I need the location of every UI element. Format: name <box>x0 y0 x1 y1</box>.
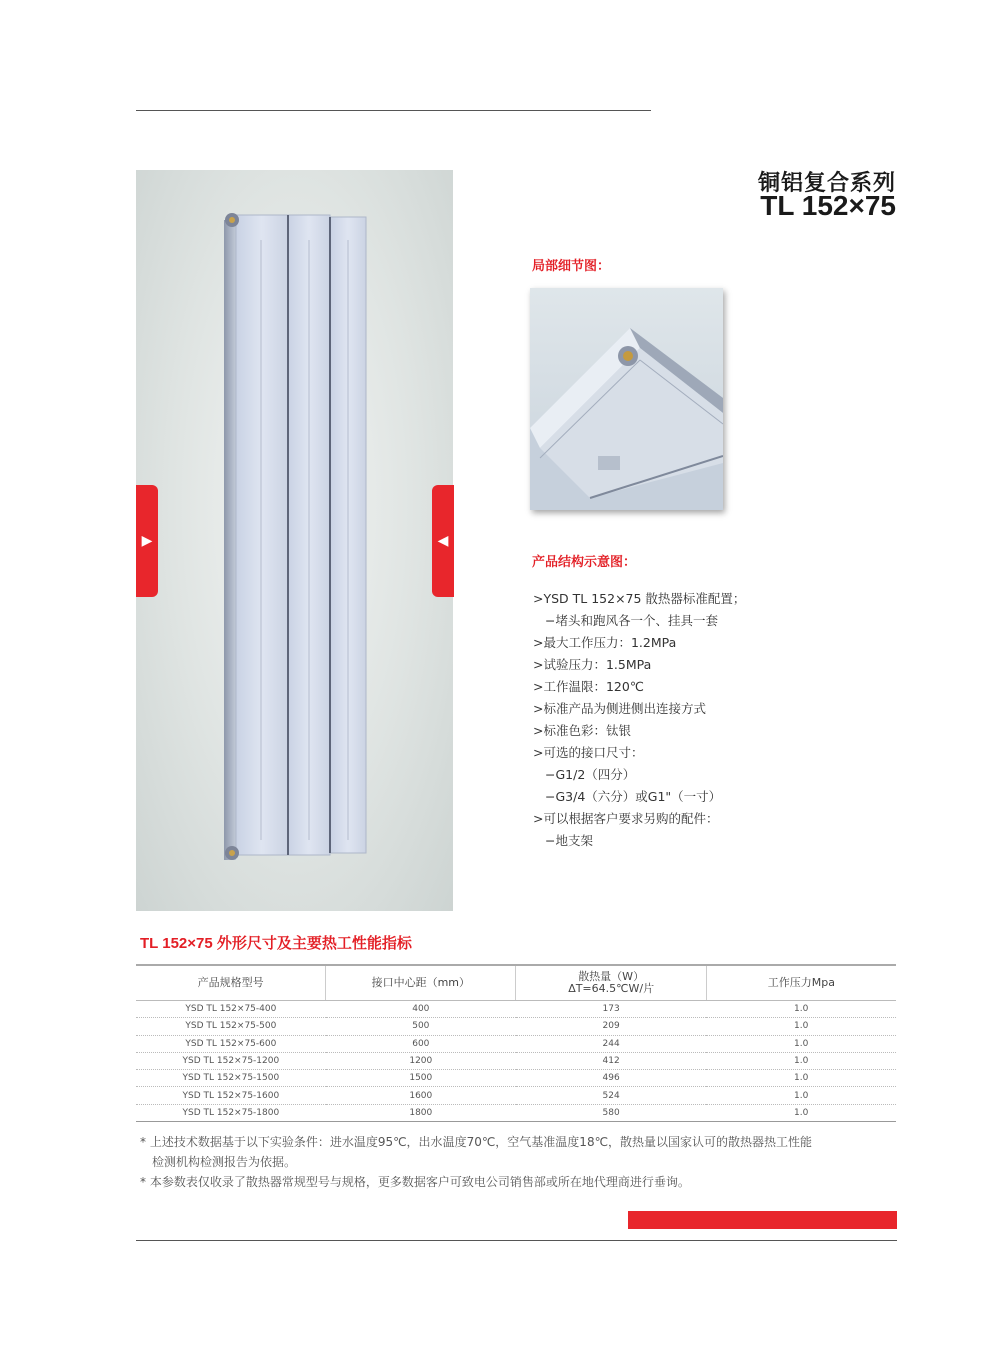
spec-item: >标准色彩：钛银 <box>533 723 631 738</box>
table-row <box>136 1104 896 1121</box>
table-row <box>136 1018 896 1035</box>
header-model: 产品规格型号 <box>136 965 326 1001</box>
prev-slide-button[interactable] <box>136 485 158 597</box>
top-divider <box>136 110 651 111</box>
spec-table <box>136 964 896 1122</box>
spec-item: >最大工作压力：1.2MPa <box>533 635 677 650</box>
cell-heat: 412 <box>516 1052 706 1069</box>
table-row <box>136 1087 896 1104</box>
spec-item: >试验压力：1.5MPa <box>533 657 652 672</box>
cell-distance: 1200 <box>326 1052 516 1069</box>
cell-pressure: 1.0 <box>706 1087 896 1104</box>
chevron-right-icon: ▶ <box>141 533 153 549</box>
detail-heading: 局部细节图： <box>532 259 611 274</box>
table-row <box>136 1035 896 1052</box>
next-slide-button[interactable] <box>432 485 454 597</box>
series-title: 铜铝复合系列 <box>757 171 896 196</box>
cell-heat: 244 <box>516 1035 706 1052</box>
header-heat <box>516 965 706 1001</box>
bottom-divider <box>136 1240 897 1241</box>
cell-distance: 1500 <box>326 1070 516 1087</box>
cell-distance: 400 <box>326 1001 516 1018</box>
cell-distance: 500 <box>326 1018 516 1035</box>
radiator-illustration <box>136 170 453 911</box>
footnote-2: * 本参数表仅收录了散热器常规型号与规格，更多数据客户可致电公司销售部或所在地代理商进行垂询。 <box>140 1175 690 1189</box>
cell-pressure: 1.0 <box>706 1104 896 1121</box>
cell-model: YSD TL 152×75-500 <box>136 1018 326 1035</box>
accent-bar <box>628 1211 897 1229</box>
cell-pressure: 1.0 <box>706 1052 896 1069</box>
table-row <box>136 1052 896 1069</box>
cell-distance: 1600 <box>326 1087 516 1104</box>
model-title: TL 152×75 <box>760 190 896 221</box>
detail-illustration <box>530 288 723 510</box>
table-title: TL 152×75 外形尺寸及主要热工性能指标 <box>140 935 412 952</box>
cell-model: YSD TL 152×75-1200 <box>136 1052 326 1069</box>
structure-heading: 产品结构示意图： <box>532 555 637 570</box>
cell-heat: 524 <box>516 1087 706 1104</box>
table-row <box>136 1070 896 1087</box>
spec-item: >标准产品为侧进侧出连接方式 <box>533 701 706 716</box>
spec-item: >工作温限：120℃ <box>533 679 644 694</box>
cell-pressure: 1.0 <box>706 1070 896 1087</box>
cell-pressure: 1.0 <box>706 1001 896 1018</box>
cell-model: YSD TL 152×75-400 <box>136 1001 326 1018</box>
detail-closeup-image <box>530 288 723 510</box>
cell-model: YSD TL 152×75-1800 <box>136 1104 326 1121</box>
header-distance: 接口中心距（mm） <box>326 965 516 1001</box>
header-pressure: 工作压力Mpa <box>706 965 896 1001</box>
header-heat-line2: ΔT=64.5℃W/片 <box>568 982 655 995</box>
spec-list <box>533 588 873 852</box>
footnote-1-continued: 检测机构检测报告为依据。 <box>152 1155 297 1169</box>
spec-item: −G3/4（六分）或G1"（一寸） <box>545 789 722 804</box>
chevron-left-icon: ◀ <box>437 533 449 549</box>
radiator-product-image <box>136 170 453 911</box>
cell-model: YSD TL 152×75-1600 <box>136 1087 326 1104</box>
cell-pressure: 1.0 <box>706 1035 896 1052</box>
cell-pressure: 1.0 <box>706 1018 896 1035</box>
footnote-1: * 上述技术数据基于以下实验条件：进水温度95℃，出水温度70℃，空气基准温度18℃，散热量以国家认可的散热器热工性能 <box>140 1135 813 1149</box>
spec-item: >可选的接口尺寸： <box>533 745 644 760</box>
cell-heat: 173 <box>516 1001 706 1018</box>
spec-item: −堵头和跑风各一个、挂具一套 <box>545 613 718 628</box>
spec-item: >YSD TL 152×75 散热器标准配置； <box>533 591 746 606</box>
cell-distance: 600 <box>326 1035 516 1052</box>
cell-heat: 209 <box>516 1018 706 1035</box>
spec-item: >可以根据客户要求另购的配件： <box>533 811 719 826</box>
footnotes <box>140 1132 900 1192</box>
spec-item: −G1/2（四分） <box>545 767 636 782</box>
cell-heat: 496 <box>516 1070 706 1087</box>
cell-heat: 580 <box>516 1104 706 1121</box>
header-heat-line1: 散热量（W） <box>578 970 645 983</box>
table-header-row <box>136 965 896 1001</box>
table-row <box>136 1001 896 1018</box>
cell-model: YSD TL 152×75-600 <box>136 1035 326 1052</box>
cell-distance: 1800 <box>326 1104 516 1121</box>
spec-item: −地支架 <box>545 833 593 848</box>
cell-model: YSD TL 152×75-1500 <box>136 1070 326 1087</box>
